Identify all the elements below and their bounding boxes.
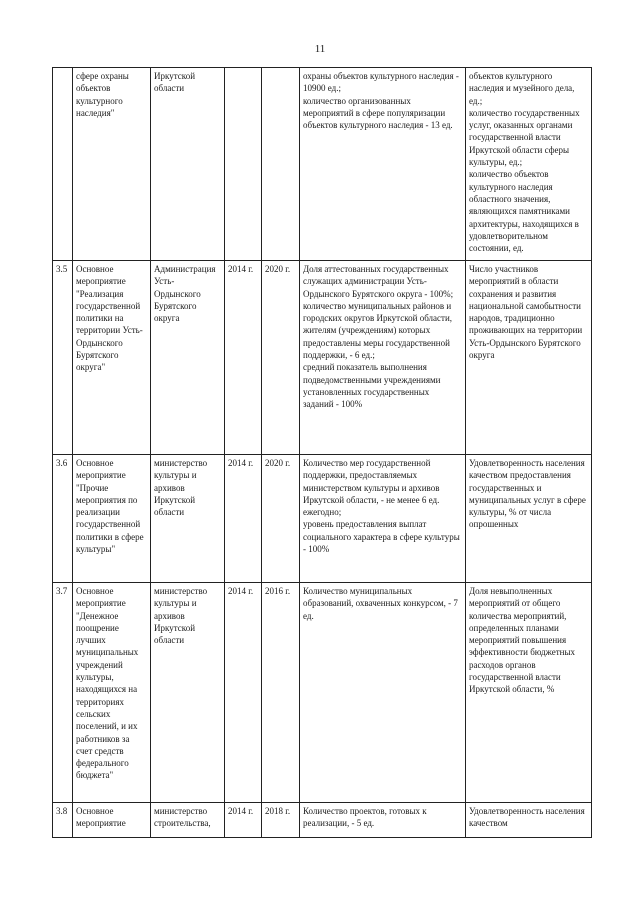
results: Удовлетворенность населения качеством предоставления государственных и муниципальных услуг в сфере культуры, % от числа опрошенных — [466, 455, 592, 583]
end-year: 2020 г. — [262, 455, 300, 583]
results: Число участников мероприятий в области сохранения и развития национальной самобытности народов, традиционно проживающих на территории Усть-Ордынского Бурятского округа — [466, 261, 592, 455]
table-row — [53, 68, 592, 261]
activity-name: Основное мероприятие "Реализация государственной политики на территории Усть-Ордынского Бурятского округа" — [73, 261, 151, 455]
executor: министерство строительства, — [151, 803, 225, 838]
table-row — [53, 583, 592, 803]
end-year — [262, 68, 300, 261]
row-number: 3.6 — [53, 455, 73, 583]
results: Доля невыполненных мероприятий от общего количества мероприятий, определенных планами мероприятий повышения эффективности бюджетных расходов органов государственной власти Иркутской области, % — [466, 583, 592, 803]
table-row — [53, 455, 592, 583]
start-year: 2014 г. — [225, 803, 262, 838]
executor: министерство культуры и архивов Иркутской области — [151, 455, 225, 583]
indicators: Количество мер государственной поддержки, предоставляемых министерством культуры и архивов Иркутской области, - не менее 6 ед. ежегодно; уровень предоставления выплат социального характера в сфере культуры - 100% — [300, 455, 466, 583]
start-year: 2014 г. — [225, 455, 262, 583]
table-row — [53, 803, 592, 838]
row-number: 3.5 — [53, 261, 73, 455]
results: объектов культурного наследия и музейного дела, ед.; количество государственных услуг, оказанных органами государственной власти Иркутской области сферы культуры, ед.; количество объектов культурного наследия областного значения, являющихся памятниками архитектуры, находящихся в удовлетворительном состоянии, ед. — [466, 68, 592, 261]
start-year — [225, 68, 262, 261]
start-year: 2014 г. — [225, 583, 262, 803]
end-year: 2018 г. — [262, 803, 300, 838]
activity-name: Основное мероприятие "Денежное поощрение лучших муниципальных учреждений культуры, находящихся на территориях сельских поселений, и их работников за счет средств федерального бюджета" — [73, 583, 151, 803]
results: Удовлетворенность населения качеством — [466, 803, 592, 838]
executor: Иркутской области — [151, 68, 225, 261]
indicators: охраны объектов культурного наследия - 10900 ед.; количество организованных мероприятий в сфере популяризации объектов культурного наследия - 13 ед. — [300, 68, 466, 261]
end-year: 2016 г. — [262, 583, 300, 803]
start-year: 2014 г. — [225, 261, 262, 455]
row-number — [53, 68, 73, 261]
indicators: Доля аттестованных государственных служащих администрации Усть-Ордынского Бурятского округа - 100%; количество муниципальных районов и городских округов Иркутской области, жителям (учреждениям) которых предоставлены меры государственной поддержки, - 6 ед.; средний показатель выполнения подведомственными учреждениями установленных государственных заданий - 100% — [300, 261, 466, 455]
row-number: 3.8 — [53, 803, 73, 838]
activity-name: Основное мероприятие — [73, 803, 151, 838]
activity-name: сфере охраны объектов культурного наследия" — [73, 68, 151, 261]
activity-name: Основное мероприятие "Прочие мероприятия по реализации государственной политики в сфере культуры" — [73, 455, 151, 583]
indicators: Количество муниципальных образований, охваченных конкурсом, - 7 ед. — [300, 583, 466, 803]
executor: министерство культуры и архивов Иркутской области — [151, 583, 225, 803]
executor: Администрация Усть-Ордынского Бурятского округа — [151, 261, 225, 455]
row-number: 3.7 — [53, 583, 73, 803]
table-row — [53, 261, 592, 455]
page-number: 11 — [314, 43, 326, 55]
program-activities-table — [52, 67, 592, 838]
end-year: 2020 г. — [262, 261, 300, 455]
indicators: Количество проектов, готовых к реализации, - 5 ед. — [300, 803, 466, 838]
